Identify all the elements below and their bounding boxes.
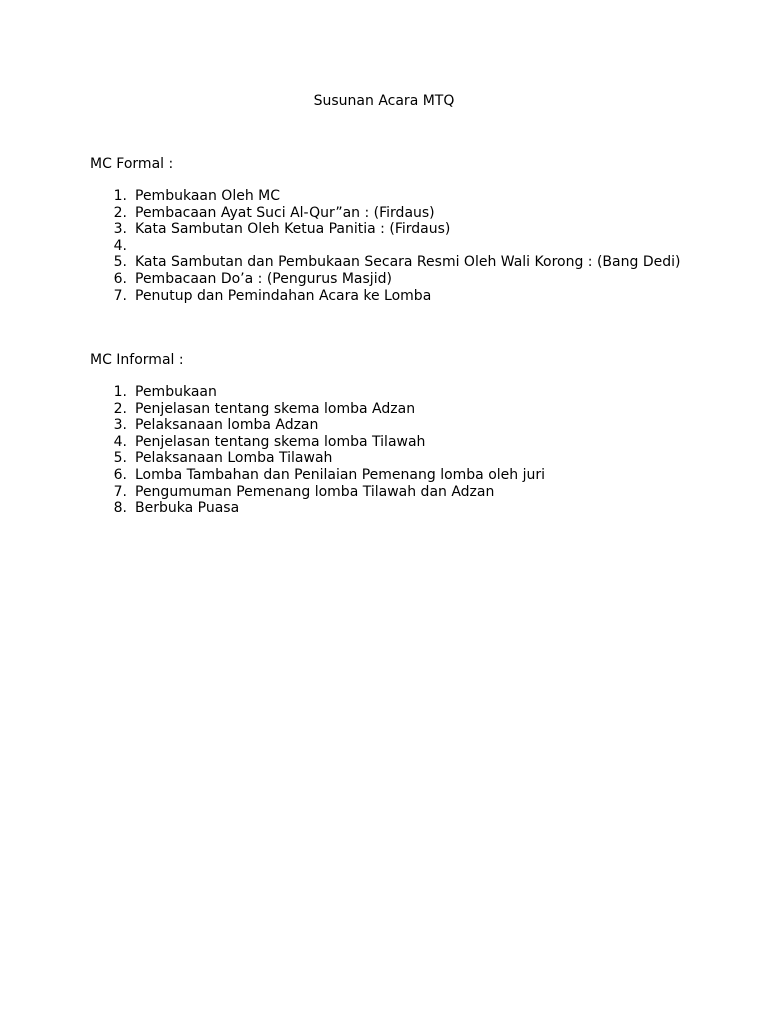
- item-text: Pengumuman Pemenang lomba Tilawah dan Adzan: [135, 483, 495, 500]
- item-number: 3.: [113, 221, 127, 238]
- item-text: Kata Sambutan dan Pembukaan Secara Resmi Oleh Wali Korong : (Bang Dedi): [135, 254, 681, 271]
- item-text: Pembukaan: [135, 384, 217, 400]
- item-text: Berbuka Puasa: [135, 500, 240, 517]
- item-number: 5.: [113, 254, 127, 271]
- item-number: 7.: [113, 483, 127, 500]
- item-number: 6.: [113, 270, 127, 287]
- item-number: 4.: [113, 433, 127, 450]
- item-number: 7.: [113, 287, 127, 304]
- item-number: 1.: [113, 384, 127, 400]
- item-number: 1.: [113, 188, 127, 204]
- item-text: Penjelasan tentang skema lomba Tilawah: [135, 433, 426, 450]
- item-text: Penjelasan tentang skema lomba Adzan: [135, 400, 416, 417]
- item-text: Pembacaan Ayat Suci Al-Qur”an : (Firdaus): [135, 204, 435, 221]
- item-text: Lomba Tambahan dan Penilaian Pemenang lomba oleh juri: [135, 466, 546, 483]
- document-title: Susunan Acara MTQ: [313, 93, 455, 109]
- item-number: 3.: [113, 417, 127, 434]
- section-heading-mc-formal: MC Formal :: [90, 156, 174, 172]
- item-number: 8.: [113, 500, 127, 517]
- item-number: 2.: [113, 204, 127, 221]
- item-text: Pelaksanaan Lomba Tilawah: [135, 450, 333, 467]
- item-text: Pelaksanaan lomba Adzan: [135, 417, 319, 434]
- item-text: Pembukaan Oleh MC: [135, 188, 280, 204]
- item-text: Pembacaan Do’a : (Pengurus Masjid): [135, 270, 392, 287]
- section-heading-mc-informal: MC Informal :: [90, 352, 184, 368]
- item-text: Penutup dan Pemindahan Acara ke Lomba: [135, 287, 432, 304]
- item-number: 5.: [113, 450, 127, 467]
- item-number: 4.: [113, 237, 127, 254]
- item-number: 6.: [113, 466, 127, 483]
- item-number: 2.: [113, 400, 127, 417]
- item-text: Kata Sambutan Oleh Ketua Panitia : (Firdaus): [135, 221, 451, 238]
